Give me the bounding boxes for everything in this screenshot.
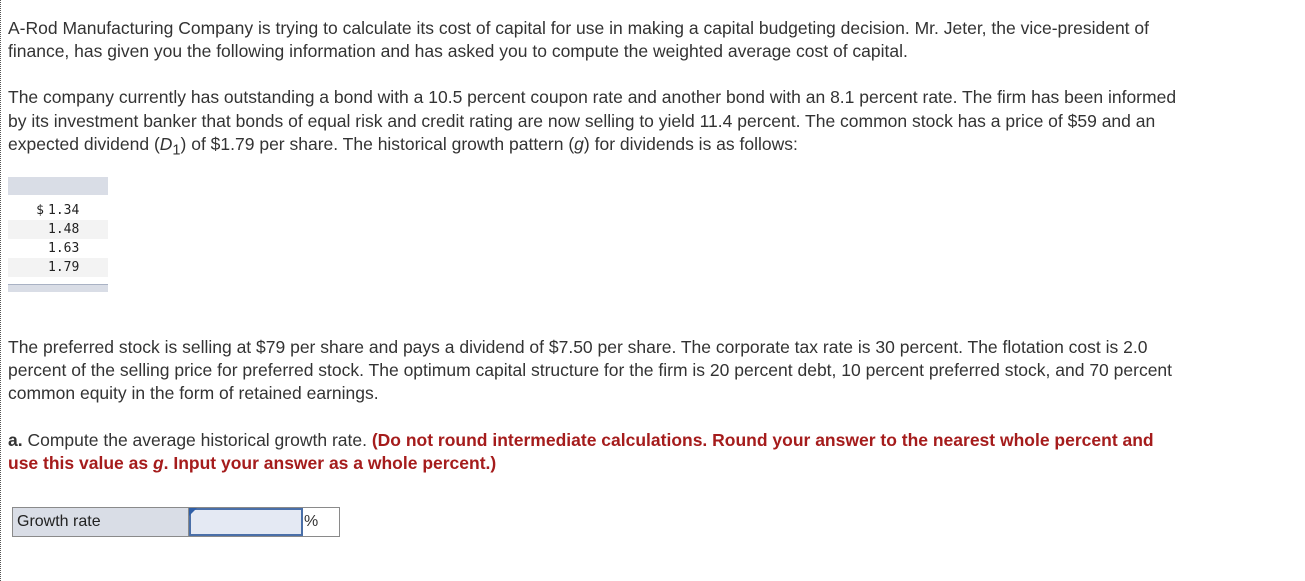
dividend-value: 1.48 [48,220,108,239]
paragraph2-text-c: ) for dividends is as follows: [583,133,798,154]
d-subscript: 1 [172,142,181,159]
currency-symbol: $ [8,201,48,220]
d-symbol: D [159,133,173,154]
percent-unit: % [299,508,339,536]
dividend-value: 1.34 [48,201,108,220]
bond-stock-paragraph [8,86,1188,162]
growth-rate-input-wrap [189,508,299,536]
question-content [8,17,1188,537]
table-row [8,239,108,258]
growth-rate-input[interactable] [189,508,303,536]
intro-paragraph: A-Rod Manufacturing Company is trying to calculate its cost of capital for use in making a capital budgeting decision. Mr. Jeter, the vice-president of finance, has given you the following information and has asked you to compute the weighted average cost of capital. [8,18,1149,62]
instruction-g-symbol: g [152,453,164,474]
part-label: a. [8,430,23,451]
growth-rate-answer-row [12,507,340,537]
preferred-stock-paragraph: The preferred stock is selling at $79 per share and pays a dividend of $7.50 per share. The corporate tax rate is 30 percent. The flotation cost is 2.0 percent of the selling price for preferred stock. The optimum capital structure for the firm is 20 percent debt, 10 percent preferred stock, and 70 percent common equity in the form of retained earnings. [8,336,1173,403]
table-row [8,220,108,239]
dividend-value: 1.79 [48,258,108,277]
left-border [0,0,1,581]
table-footer [8,284,108,292]
instruction-part-a: (Do not round intermediate calculations. Round your answer to the nearest whole percent and use this value as [8,430,1154,474]
input-flag-icon [189,508,197,516]
table-header [8,177,108,195]
paragraph2-text-b: ) of $1.79 per share. The historical growth pattern ( [180,133,575,154]
dividend-history-table [8,177,108,277]
dividend-value: 1.63 [48,239,108,258]
paragraph2-text-a: The company currently has outstanding a bond with a 10.5 percent coupon rate and another bond with an 8.1 percent rate. The firm has been informed by its investment banker that bonds of equal risk and credit rating are now selling to yield 11.4 percent. The common stock has a price of $59 and an expected dividend ( [8,87,1177,154]
instruction-part-b: . Input your answer as a whole percent.) [163,453,497,474]
question-a [8,429,1188,475]
growth-rate-label: Growth rate [13,508,189,536]
table-row [8,201,108,220]
table-row [8,258,108,277]
question-a-text: Compute the average historical growth rate. [27,430,367,451]
g-symbol: g [574,133,584,154]
